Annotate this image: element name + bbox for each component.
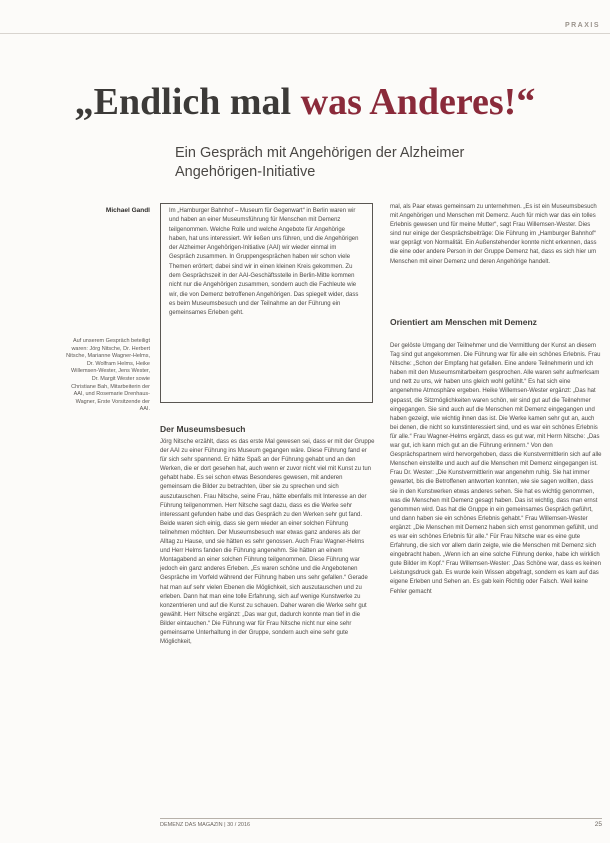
footer-rule: [160, 818, 602, 819]
section-label: PRAXIS: [564, 22, 600, 29]
column3-top-text: mal, als Paar etwas gemeinsam zu unternehmen. „Es ist ein Museumsbesuch mit Angehörigen und Menschen mit Demenz. Auch für mich war das ein tolles Erlebnis gewesen und für meine Mutter“, sagt Frau Willemsen-Wester. Dies sind nur einige der Gesprächsbeiträge: Die Führung im „Hamburger Bahnhof“ war geprägt von Normalität. Ein Außenstehender konnte nicht erkennen, dass die eine oder andere Person in der Gruppe Demenz hat, dass es sich hier um Menschen mit einer Demenz und deren Angehörige handelt.: [390, 204, 597, 265]
title-open-quote: „: [74, 81, 94, 123]
magazine-footer: DEMENZ DAS MAGAZIN | 30 / 2016: [160, 822, 251, 828]
title-close-quote: “: [516, 81, 536, 123]
header-rule: [0, 33, 610, 34]
museum-heading: Der Museumsbesuch: [160, 424, 246, 434]
article-subtitle: Ein Gespräch mit Angehörigen der Alzheimer Angehörigen-Initiative: [175, 145, 465, 180]
museum-body-text: Jörg Nitsche erzählt, dass es das erste Mal gewesen sei, dass er mit der Gruppe der AAI zu einer Führung ins Museum gegangen wäre. Diese Führung fand er für sich sehr spannend. Er hätte Spaß an der Führung gehabt und an den Werken, die er dort gesehen hat, auch wenn er zuvor nicht viel mit Kunst zu tun gehabt habe. Es sei schon etwas Besonderes gewesen, mit anderen gemeinsam die Bilder zu betrachten, über sie zu sprechen und sich auszutauschen. Frau Nitsche, seine Frau, hätte ebenfalls mit Interesse an der Führung teilgenommen. Herr Nitsche sagt dazu, dass es die Werke sehr interessant gefunden habe und das Gespräch zu den Werken sehr gut fand. Beide waren sich einig, dass sie gern wieder an einer solchen Führung teilnehmen möchten. Der Museumsbesuch war etwas ganz anderes als der Alltag zu Hause, und sie hätten es sehr genossen. Auch Frau Wagner-Helms und Herr Helms fanden die Führung angenehm. Sie hätten an einem Montagabend an einer solchen Führung teilgenommen. Diese Führung war jedoch ein ganz anderes Erleben. „Es waren schöne und die Angebotenen Gespräche im Vorfeld während der Führung haben uns sehr gefallen.“ Gerade hat man auf sehr vielen Ebenen die Möglichkeit, sich auszutauschen und zu erleben. Dann hat man eine tolle Erfahrung, sich auf wenige Kunstwerke zu konzentrieren und auf die Kunst zu schauen. Daher waren die Werke sehr gut gewählt. Herr Nitsche ergänzt: „Das war gut, dadurch konnte man tief in die Bilder eintauchen.“ Die Führung war für Frau Nitsche nicht nur eine sehr gemeinsame Unterhaltung in der Gruppe, sondern auch eine sehr gute Möglichkeit,: [160, 439, 375, 646]
title-main: Endlich mal: [93, 81, 301, 123]
author-name: Michael Gandl: [105, 207, 150, 214]
page-number: 25: [594, 821, 602, 828]
article-title: [0, 80, 610, 124]
participants-caption: Auf unserem Gespräch beteiligt waren: Jörg Nitsche, Dr. Herbert Nitsche, Marianne Wagner-Helms, Dr. Wolfram Helms, Heike Willemsen-Wester, Jens Wester, Dr. Margit Wester sowie Christiane Bah, Mitarbeiterin der AAI, und Rosemarie Drenhaus-Wagner, Erste Vorsitzende der AAI.: [66, 338, 150, 413]
intro-box: [160, 203, 373, 403]
intro-box-text: Im „Hamburger Bahnhof – Museum für Gegenwart“ in Berlin waren wir und haben an einer Museumsführung für Menschen mit Demenz teilgenommen. Welche Rolle und welche Angebote für Angehörige haben, hat uns interessiert. Wir ließen uns führen, und die Angehörigen der Alzheimer Angehörigen-Initiative (AAI) wir wieder einmal im Gespräch zusammen. In Gruppengesprächen haben wir schon viele Themen erörtert; dabei sind wir in einen kleinen Kreis gekommen. Zu dem Gesprächszeit in der AAI-Geschäftsstelle in Berlin-Mitte kommen nicht nur die Angehörigen zusammen, sondern auch die Fachleute wie wir, die von Demenz betroffenen Angehörigen. Das spiegelt wider, dass es beim Museumsbesuch und der Teilnahme an der Führung ein gemeinsames Erleben geht.: [169, 208, 359, 317]
demenz-heading: Orientiert am Menschen mit Demenz: [390, 317, 537, 327]
title-accent: was Anderes!: [300, 81, 517, 123]
demenz-body-text: Der gelöste Umgang der Teilnehmer und die Vermittlung der Kunst an diesem Tag sind gut angekommen. Die Führung war für alle ein schönes Erlebnis. Frau Nitsche: „Schon der Empfang hat gefallen. Eine andere Teilnehmerin und ich haben mit den Museumsmitarbeitern gesprochen. Alle waren sehr aufmerksam und nett zu uns, wir haben uns gleich wohl gefühlt.“ Es hat sich eine angenehme Atmosphäre ergeben. Heike Willemsen-Wester ergänzt: „Das hat gepasst, die Sitzmöglichkeiten waren schön, wir sind gut auf die Teilnehmer eingegangen. Sie sind auch auf die Menschen mit Demenz eingegangen und haben gezeigt, wie wichtig ihnen das ist. Die Werke kamen sehr gut an, auch bei denen, die nicht so kunstinteressiert sind, und es war ein schönes Erlebnis für alle.“ Frau Wagner-Helms ergänzt, dass es gut war, mit Herrn Nitsche: „Das war gut, ich kann mich gut an die Führung erinnern.“ Von den Gesprächspartnern wird hervorgehoben, dass die Kunstvermittlerin sich auf alle Menschen einstellte und auch auf die Menschen mit Demenz eingegangen ist. Frau Dr. Wester: „Die Kunstvermittlerin war angenehm ruhig. Sie hat immer gewartet, bis die Betroffenen antworten konnten, wie sie sagen wollten, dass sie in den Kunstwerken etwas anderes sehen. Sie hat es wichtig genommen, was die Menschen mit Demenz gesagt haben. Das ist wichtig, dass man ernst genommen wird. Das hat die Gruppe in ein gemeinsames Gespräch geführt, und dann haben sie ein schönes Erlebnis gehabt.“ Frau Willemsen-Wester ergänzt: „Die Menschen mit Demenz haben sich ernst genommen gefühlt, und es war ein schönes Erlebnis für alle.“ Für Frau Nitsche war es eine gute Erfahrung, die sich vor allem darin zeigte, wie die Menschen mit Demenz sich eingebracht haben. „Wenn ich an eine solche Führung denke, habe ich wirklich gute Bilder im Kopf.“ Frau Willemsen-Wester: „Das Schöne war, dass es keinen Leistungsdruck gab. Es wurde kein Wissen abgefragt, sondern es kam auf das eigene Erleben und Sehen an. Es gab kein Richtig oder Falsch. Weil keine Fehler gemacht: [390, 343, 602, 595]
